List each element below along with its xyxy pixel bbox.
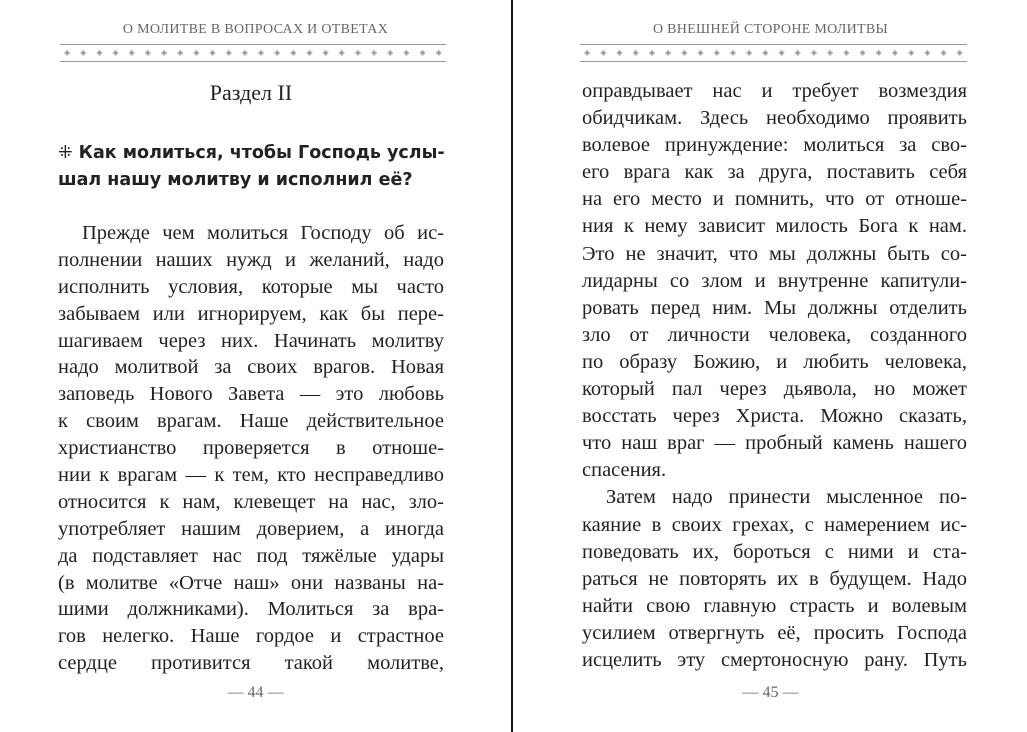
text-line: к своим врагам. Наше действительное xyxy=(58,410,444,433)
running-head-right: О ВНЕШНЕЙ СТОРОНЕ МОЛИТВЫ xyxy=(652,22,889,37)
text-line: его врага как за друга, поставить себя xyxy=(582,161,967,184)
text-line: Затем надо принести мысленное по- xyxy=(606,486,967,509)
diamond-ornament-icon: ◈ xyxy=(924,48,931,57)
diamond-ornament-icon: ◈ xyxy=(435,48,442,57)
diamond-ornament-icon: ◈ xyxy=(193,48,200,57)
diamond-ornament-icon: ◈ xyxy=(96,48,103,57)
diamond-ornament-icon: ◈ xyxy=(403,48,410,57)
text-line: да подставляет нас под тяжёлые удары xyxy=(58,544,444,567)
right-page-body xyxy=(582,78,967,674)
diamond-ornament-icon: ◈ xyxy=(632,48,639,57)
left-page-body xyxy=(58,78,444,677)
left-paragraph xyxy=(58,220,444,677)
text-line: раться не повторять их в будущем. Надо xyxy=(582,567,967,590)
text-line: шагиваем через них. Начинать молитву xyxy=(58,329,444,352)
right-page xyxy=(514,0,1027,732)
diamond-ornament-icon: ◈ xyxy=(875,48,882,57)
text-line: употребляет нашим доверием, а иногда xyxy=(58,517,444,540)
text-line: зло от личности человека, созданного xyxy=(582,323,967,346)
diamond-ornament-icon: ◈ xyxy=(64,48,71,57)
book-spine-divider xyxy=(511,0,513,732)
diamond-ornament-icon: ◈ xyxy=(177,48,184,57)
ornament-rule-left xyxy=(60,44,446,62)
ornament-rule-right xyxy=(580,44,967,62)
text-line: (в молитве «Отче наш» они названы на- xyxy=(58,571,444,594)
page-number-left: — 44 — xyxy=(227,684,284,701)
text-line: относится к нам, клевещет на нас, зло- xyxy=(58,490,444,513)
diamond-ornament-icon: ◈ xyxy=(762,48,769,57)
diamond-ornament-icon: ◈ xyxy=(600,48,607,57)
text-line: на его место и помнить, что от отноше- xyxy=(582,188,967,211)
diamond-ornament-icon: ◈ xyxy=(112,48,119,57)
diamond-ornament-icon: ◈ xyxy=(370,48,378,57)
text-line: оправдывает нас и требует возмездия xyxy=(582,80,967,102)
diamond-ornament-icon: ◈ xyxy=(940,48,947,57)
diamond-ornament-icon: ◈ xyxy=(387,48,394,57)
diamond-ornament-icon: ◈ xyxy=(241,48,248,57)
diamond-ornament-icon: ◈ xyxy=(859,48,866,57)
text-line: гов нелегко. Наше гордое и страстное xyxy=(58,625,444,648)
diamond-ornament-icon: ◈ xyxy=(209,48,216,57)
diamond-ornament-icon: ◈ xyxy=(778,48,785,57)
right-paragraph-2 xyxy=(582,484,967,674)
text-line: найти свою главную страсть и волевым xyxy=(582,594,967,617)
diamond-ornament-icon: ◈ xyxy=(794,48,801,57)
text-line: усилием отвергнуть её, просить Господа xyxy=(582,621,967,644)
diamond-ornament-icon: ◈ xyxy=(274,48,281,57)
text-line: исцелить эту смертоносную рану. Путь xyxy=(582,648,967,671)
text-line: исполнить условия, которые мы часто xyxy=(58,275,444,298)
text-line: который пал через дьявола, но может xyxy=(582,378,967,401)
right-paragraph-1 xyxy=(582,78,967,484)
text-line: восстать через Христа. Можно сказать, xyxy=(582,405,967,428)
diamond-ornament-icon: ◈ xyxy=(225,48,232,57)
diamond-ornament-icon: ◈ xyxy=(908,48,915,57)
diamond-ornament-icon: ◈ xyxy=(584,48,591,57)
diamond-ornament-icon: ◈ xyxy=(354,48,361,57)
diamond-ornament-icon: ◈ xyxy=(290,48,297,57)
diamond-ornament-icon: ◈ xyxy=(810,48,817,57)
text-line: забываем или игнорируем, как бы пере- xyxy=(58,302,444,325)
text-line: полнении наших нужд и желаний, надо xyxy=(58,248,444,271)
diamond-ornament-icon: ◈ xyxy=(306,48,313,57)
diamond-ornament-icon: ◈ xyxy=(419,48,426,57)
text-line: обидчикам. Здесь необходимо проявить xyxy=(582,107,967,130)
diamond-ornament-icon: ◈ xyxy=(697,48,704,57)
diamond-ornament-icon: ◈ xyxy=(681,48,688,57)
diamond-ornament-icon: ◈ xyxy=(648,48,655,57)
diamond-ornament-icon: ◈ xyxy=(891,48,899,57)
diamond-ornament-icon: ◈ xyxy=(956,48,963,57)
question-line: ⁜ Как молиться, чтобы Господь услы- xyxy=(58,143,445,163)
diamond-ornament-icon: ◈ xyxy=(322,48,329,57)
diamond-ornament-icon: ◈ xyxy=(257,48,265,57)
text-line: каяние в своих грехах, с намерением ис- xyxy=(582,513,967,536)
text-line: лидарны со злом и внутренне капитули- xyxy=(582,269,967,292)
diamond-ornament-icon: ◈ xyxy=(616,48,623,57)
diamond-ornament-icon: ◈ xyxy=(160,48,168,57)
text-line: Прежде чем молиться Господу об ис- xyxy=(82,222,444,244)
diamond-ornament-icon: ◈ xyxy=(713,48,720,57)
text-line: что наш враг — пробный камень нашего xyxy=(582,432,967,455)
text-line: ния к нему зависит милость Бога к нам. xyxy=(582,215,967,238)
text-line: заповедь Нового Завета — это любовь xyxy=(58,383,444,406)
diamond-ornament-icon: ◈ xyxy=(128,48,135,57)
text-line: по образу Божию, и любить человека, xyxy=(582,350,967,373)
text-line: спасения. xyxy=(582,459,667,482)
diamond-ornament-icon: ◈ xyxy=(729,48,736,57)
running-head-left: О МОЛИТВЕ В ВОПРОСАХ И ОТВЕТАХ xyxy=(122,22,389,37)
section-title: Раздел II xyxy=(209,80,293,105)
text-line: поведовать их, бороться с ними и ста- xyxy=(582,540,967,563)
text-line: нии к врагам — к тем, кто несправедливо xyxy=(58,464,444,487)
diamond-ornament-icon: ◈ xyxy=(80,48,87,57)
text-line: ровать перед ним. Мы должны отделить xyxy=(582,296,967,319)
text-line: волевое принуждение: молиться за сво- xyxy=(582,134,967,157)
text-line: Это не значит, что мы должны быть со- xyxy=(582,242,967,265)
diamond-ornament-icon: ◈ xyxy=(338,48,345,57)
diamond-ornament-icon: ◈ xyxy=(827,48,834,57)
question-line: шал нашу молитву и исполнил её? xyxy=(58,170,413,190)
diamond-ornament-icon: ◈ xyxy=(843,48,850,57)
question-heading xyxy=(58,140,444,194)
page-number-right: — 45 — xyxy=(742,684,799,701)
diamond-ornament-icon: ◈ xyxy=(746,48,753,57)
diamond-ornament-icon: ◈ xyxy=(144,48,151,57)
text-line: христианство проверяется в отноше- xyxy=(58,437,444,460)
text-line: шими должниками). Молиться за вра- xyxy=(58,598,444,621)
text-line: сердце противится такой молитве, xyxy=(58,652,444,675)
question-marker-icon: ⁜ xyxy=(58,143,73,163)
left-page xyxy=(0,0,511,732)
diamond-ornament-icon: ◈ xyxy=(665,48,672,57)
text-line: надо молитвой за своих врагов. Новая xyxy=(58,356,444,379)
